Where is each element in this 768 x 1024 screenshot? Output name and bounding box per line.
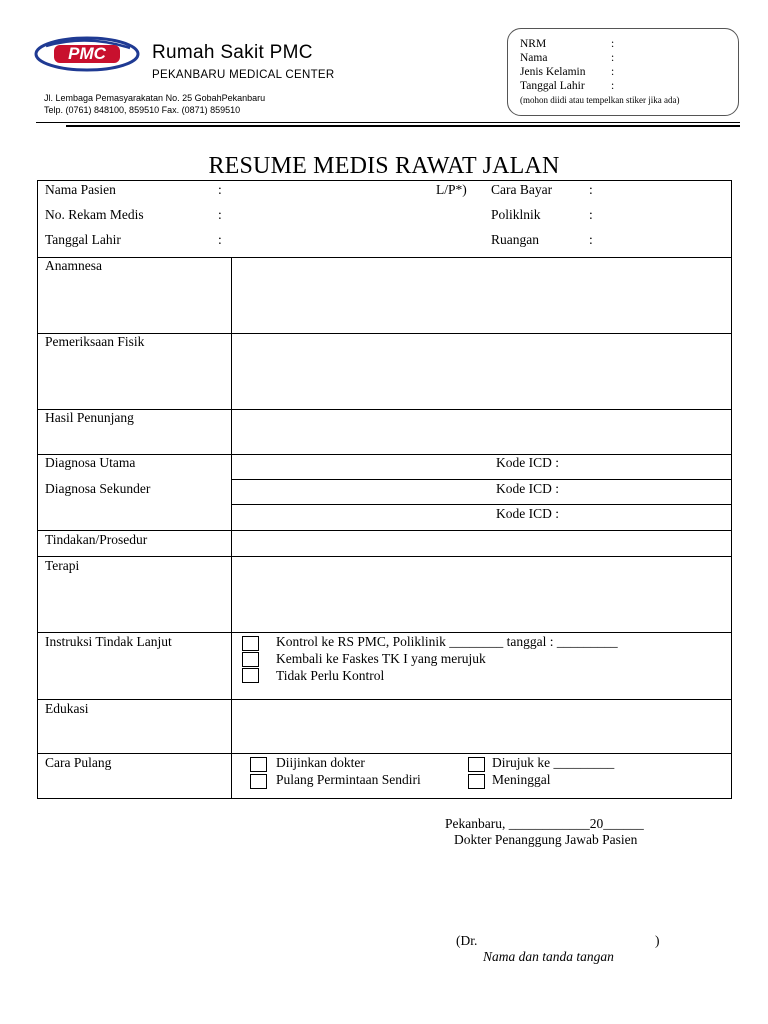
label-poliklinik: Poliklnik <box>491 207 541 222</box>
row-divider <box>38 632 731 633</box>
option-meninggal: Meninggal <box>492 772 551 787</box>
resume-form <box>37 180 732 799</box>
checkbox-diijinkan-dokter[interactable] <box>250 757 267 772</box>
label-hasil-penunjang: Hasil Penunjang <box>45 410 134 425</box>
place-date: Pekanbaru, ____________20______ <box>445 816 644 831</box>
row-divider <box>38 556 731 557</box>
row-divider <box>231 479 731 480</box>
pmc-logo <box>34 36 140 72</box>
hospital-subtitle: PEKANBARU MEDICAL CENTER <box>152 69 335 81</box>
column-divider <box>231 257 232 798</box>
doctor-name-close: ) <box>655 933 660 948</box>
label-diagnosa-sekunder: Diagnosa Sekunder <box>45 481 151 496</box>
label-no-rekam-medis: No. Rekam Medis <box>45 207 144 222</box>
label-tindakan-prosedur: Tindakan/Prosedur <box>45 532 148 547</box>
patient-sticker-box <box>507 28 739 116</box>
label-anamnesa: Anamnesa <box>45 258 102 273</box>
option-kembali-faskes: Kembali ke Faskes TK I yang merujuk <box>276 651 486 666</box>
colon: : <box>218 207 222 222</box>
document-title: RESUME MEDIS RAWAT JALAN <box>208 153 560 179</box>
label-cara-pulang: Cara Pulang <box>45 755 112 770</box>
label-ruangan: Ruangan <box>491 232 539 247</box>
option-tidak-perlu-kontrol: Tidak Perlu Kontrol <box>276 668 385 683</box>
hospital-address: Jl. Lembaga Pemasyarakatan No. 25 GobahPekanbaru <box>44 93 266 103</box>
colon: : <box>218 232 222 247</box>
colon: : <box>589 207 593 222</box>
colon: : <box>589 182 593 197</box>
label-pemeriksaan-fisik: Pemeriksaan Fisik <box>45 334 145 349</box>
logo-text: PMC <box>68 44 106 63</box>
checkbox-tidak-perlu-kontrol[interactable] <box>242 668 259 683</box>
option-dirujuk: Dirujuk ke _________ <box>492 755 615 770</box>
header-divider-thick <box>66 125 740 127</box>
row-divider <box>38 257 731 258</box>
label-kode-icd: Kode ICD : <box>496 455 559 470</box>
sticker-colon: : <box>611 52 615 64</box>
checkbox-meninggal[interactable] <box>468 774 485 789</box>
sticker-note: (mohon diidi atau tempelkan stiker jika ada) <box>520 95 680 105</box>
sticker-label-nrm: NRM <box>520 38 547 50</box>
checkbox-dirujuk[interactable] <box>468 757 485 772</box>
label-cara-bayar: Cara Bayar <box>491 182 553 197</box>
sticker-label-nama: Nama <box>520 52 548 64</box>
sticker-label-tanggal-lahir: Tanggal Lahir <box>520 80 585 92</box>
label-gender: L/P*) <box>436 182 467 197</box>
colon: : <box>218 182 222 197</box>
option-pulang-permintaan-sendiri: Pulang Permintaan Sendiri <box>276 772 421 787</box>
label-kode-icd: Kode ICD : <box>496 481 559 496</box>
signature-note: Nama dan tanda tangan <box>483 949 614 964</box>
row-divider <box>38 699 731 700</box>
checkbox-kontrol[interactable] <box>242 636 259 651</box>
label-terapi: Terapi <box>45 558 80 573</box>
option-diijinkan-dokter: Diijinkan dokter <box>276 755 365 770</box>
hospital-phone: Telp. (0761) 848100, 859510 Fax. (0871) 859510 <box>44 105 241 115</box>
label-nama-pasien: Nama Pasien <box>45 182 116 197</box>
checkbox-kembali-faskes[interactable] <box>242 652 259 667</box>
row-divider <box>231 504 731 505</box>
option-kontrol: Kontrol ke RS PMC, Poliklinik ________ tanggal : _________ <box>276 634 618 649</box>
doctor-title: Dokter Penanggung Jawab Pasien <box>454 832 638 847</box>
header-divider <box>36 122 740 123</box>
sticker-colon: : <box>611 66 615 78</box>
doctor-name-open: (Dr. <box>456 933 478 948</box>
row-divider <box>38 753 731 754</box>
sticker-label-jenis-kelamin: Jenis Kelamin <box>520 66 586 78</box>
label-instruksi-tindak-lanjut: Instruksi Tindak Lanjut <box>45 634 172 649</box>
row-divider <box>38 409 731 410</box>
row-divider <box>38 454 731 455</box>
label-diagnosa-utama: Diagnosa Utama <box>45 455 136 470</box>
sticker-colon: : <box>611 38 615 50</box>
label-kode-icd: Kode ICD : <box>496 506 559 521</box>
row-divider <box>38 530 731 531</box>
sticker-colon: : <box>611 80 615 92</box>
checkbox-pulang-permintaan-sendiri[interactable] <box>250 774 267 789</box>
label-tanggal-lahir: Tanggal Lahir <box>45 232 121 247</box>
hospital-name: Rumah Sakit PMC <box>152 42 313 63</box>
label-edukasi: Edukasi <box>45 701 89 716</box>
colon: : <box>589 232 593 247</box>
